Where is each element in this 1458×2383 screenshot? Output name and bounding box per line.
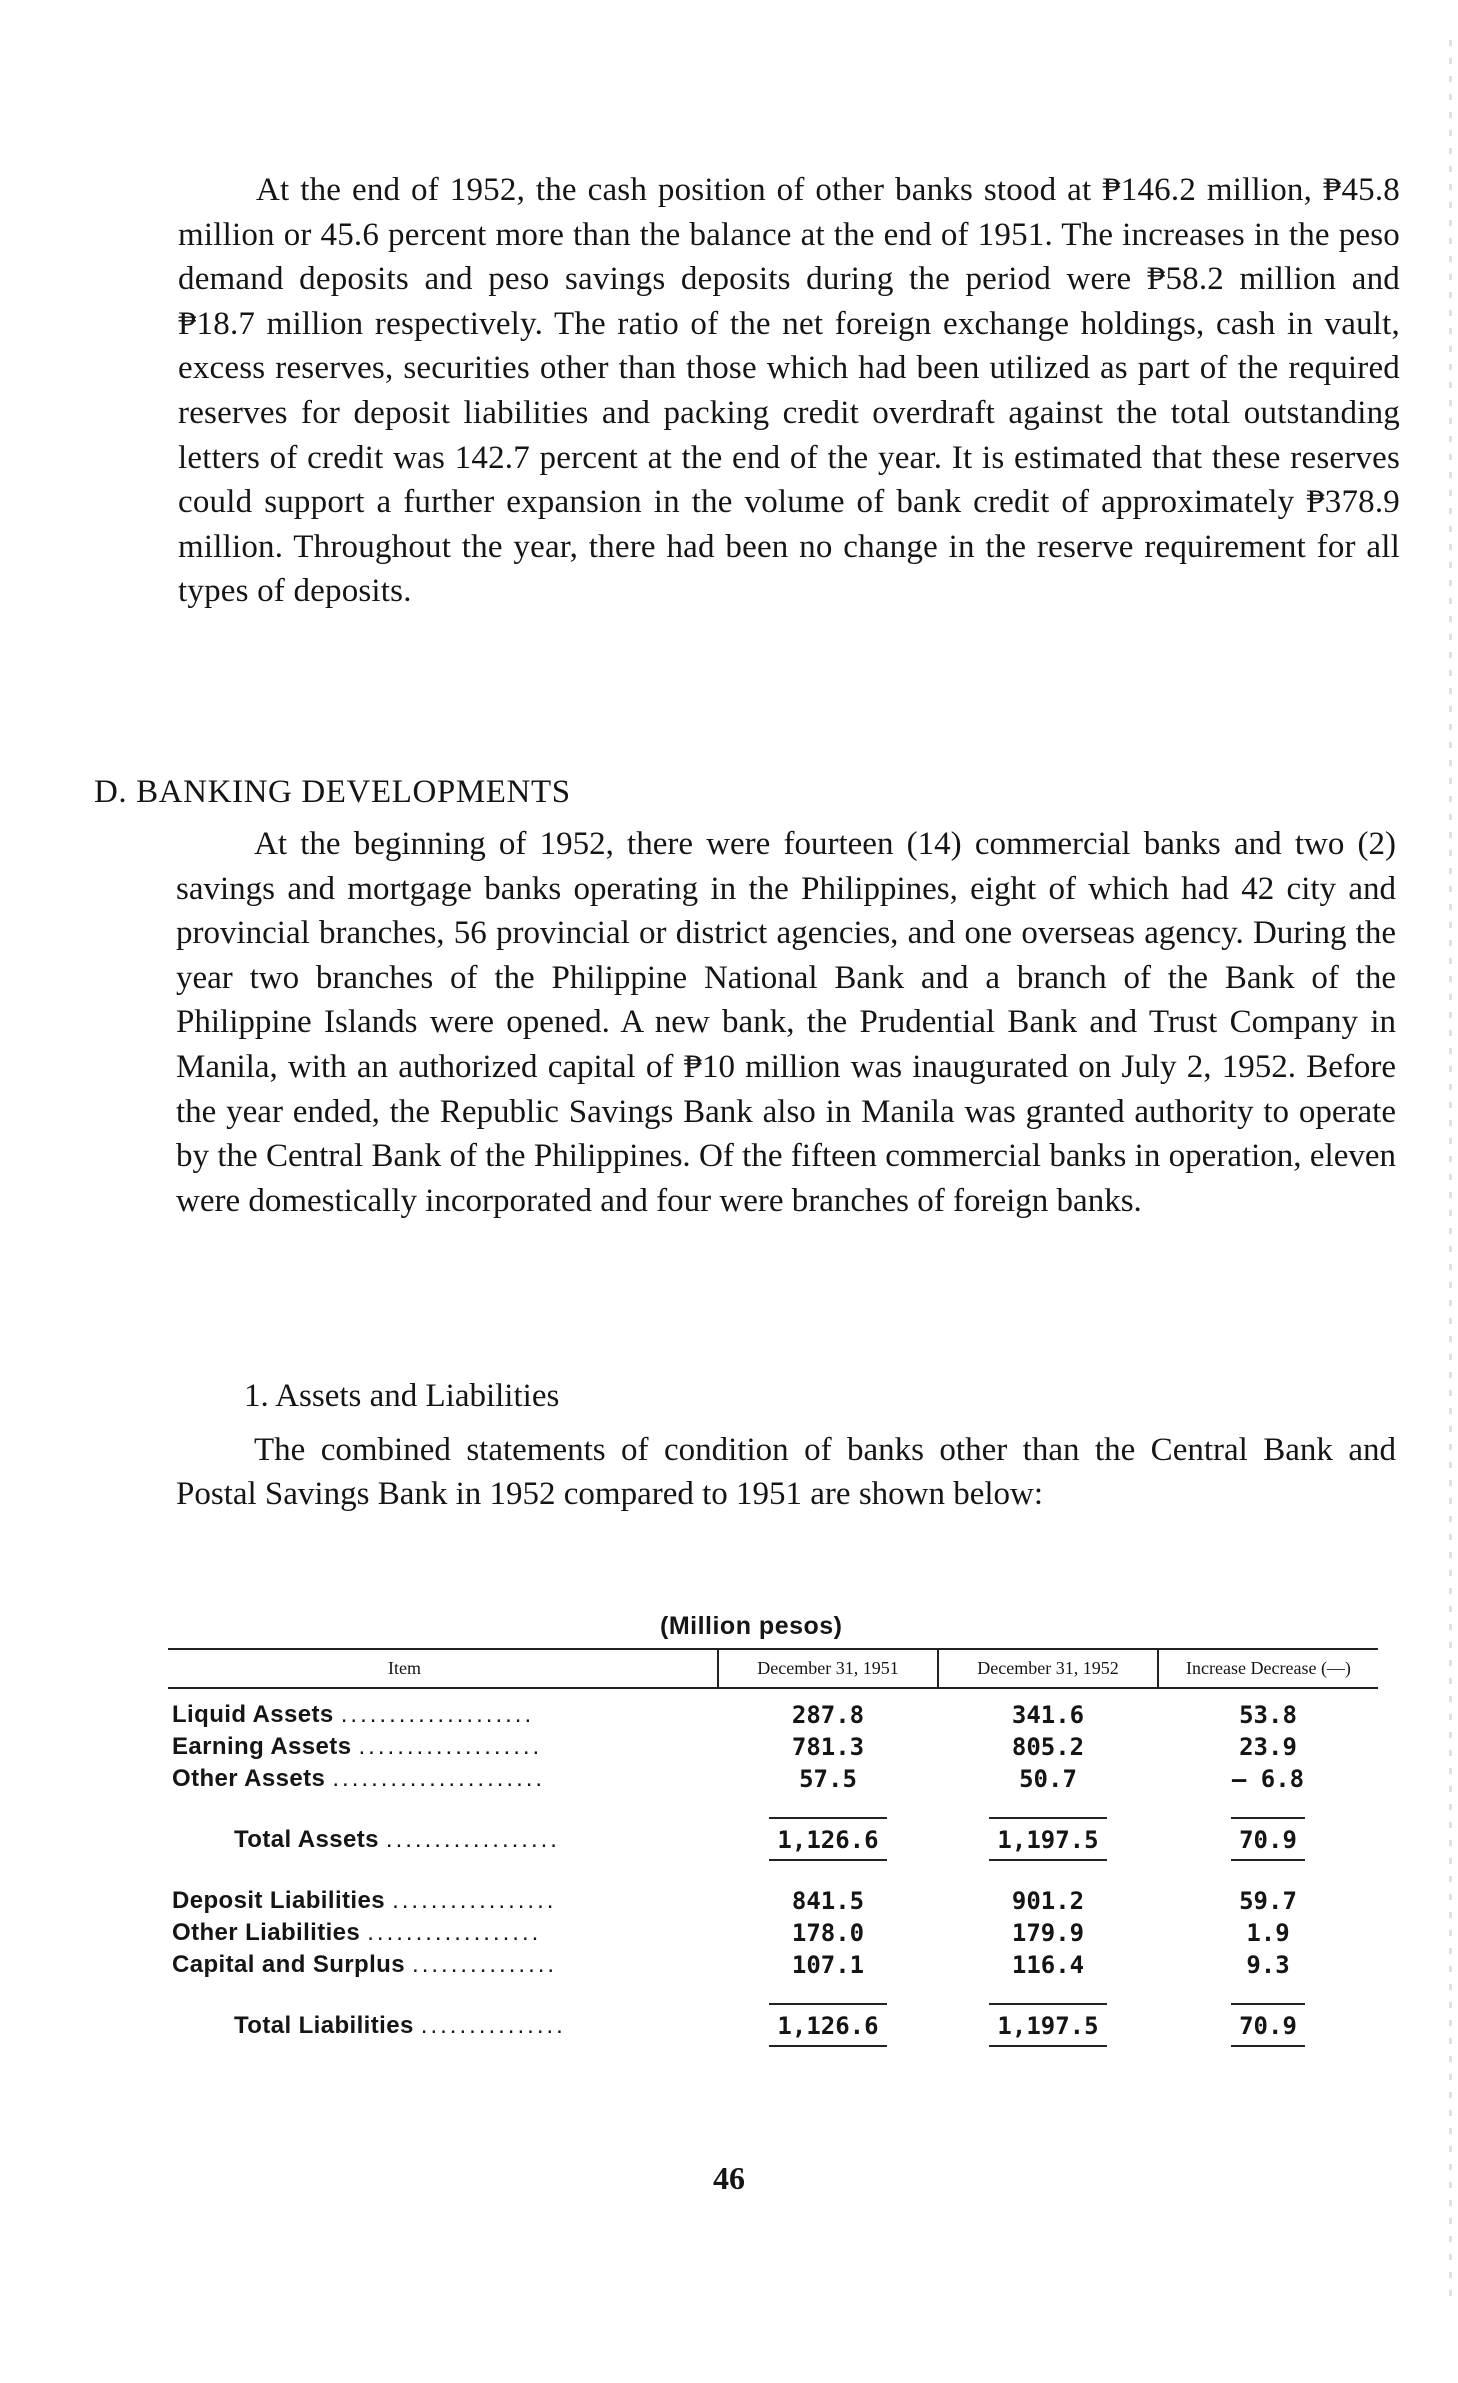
cell-1951: 1,126.6 — [769, 1817, 886, 1861]
row-label: Deposit Liabilities — [172, 1887, 385, 1914]
table-row — [168, 1688, 1378, 1731]
cell-change: 53.8 — [1239, 1701, 1297, 1729]
column-header-item: Item — [388, 1658, 421, 1678]
paragraph-banking-developments: At the beginning of 1952, there were fourteen (14) commercial banks and two (2) savings and mortgage banks operating in the Philippines, eight of which had 42 city and provincial branches, 56 provincial or district agencies, and one overseas agency. During the year two branches of the Philippine National Bank and a branch of the Bank of the Philippine Islands were opened. A new bank, the Prudential Bank and Trust Company in Manila, with an authorized capital of ₱10 million was inaugurated on July 2, 1952. Before the year ended, the Republic Savings Bank also in Manila was granted authority to operate by the Central Bank of the Philippines. Of the fifteen commercial banks in operation, eleven were domestically incorporated and four were branches of foreign banks. — [176, 826, 1396, 1219]
row-label: Other Liabilities — [172, 1919, 361, 1946]
cell-change: 70.9 — [1231, 2003, 1305, 2047]
cell-1952: 805.2 — [1011, 1733, 1085, 1761]
cell-1952: 901.2 — [1011, 1887, 1085, 1915]
column-header-dec-1952: December 31, 1952 — [938, 1649, 1158, 1688]
cell-1952: 50.7 — [1019, 1765, 1077, 1793]
column-header-dec-1951: December 31, 1951 — [718, 1649, 938, 1688]
paragraph-combined-statements: The combined statements of condition of banks other than the Central Bank and Postal Savings Bank in 1952 compared to 1951 are shown below: — [176, 1432, 1396, 1513]
dot-leader: ................... — [358, 1733, 543, 1760]
statement-of-condition-table — [168, 1648, 1378, 2049]
row-label: Total Liabilities — [234, 2012, 414, 2039]
dot-leader: ............... — [420, 2012, 566, 2039]
cell-change: — 6.8 — [1231, 1765, 1305, 1793]
table-spacer — [168, 1981, 1378, 2003]
cell-1951: 781.3 — [791, 1733, 865, 1761]
cell-1952: 1,197.5 — [989, 2003, 1106, 2047]
paragraph-cash-position: At the end of 1952, the cash position of other banks stood at ₱146.2 million, ₱45.8 million or 45.6 percent more than the balance at the end of 1951. The increases in the peso demand deposits and peso savings deposits during the period were ₱58.2 million and ₱18.7 million respectively. The ratio of the net foreign exchange holdings, cash in vault, excess reserves, securities other than those which had been utilized as part of the required reserves for deposit liabilities and packing credit overdraft against the total outstanding letters of credit was 142.7 percent at the end of the year. It is estimated that these reserves could support a further expansion in the volume of bank credit of approximately ₱378.9 million. Throughout the year, there had been no change in the reserve requirement for all types of deposits. — [178, 172, 1400, 610]
table-spacer — [168, 1795, 1378, 1817]
cell-change: 70.9 — [1231, 1817, 1305, 1861]
row-label: Total Assets — [234, 1826, 379, 1853]
cell-1951: 107.1 — [791, 1951, 865, 1979]
cell-1952: 116.4 — [1011, 1951, 1085, 1979]
column-header-change: Increase Decrease (—) — [1158, 1649, 1378, 1688]
cell-change: 59.7 — [1239, 1887, 1297, 1915]
dot-leader: ............... — [412, 1951, 558, 1978]
table-spacer — [168, 1863, 1378, 1885]
row-label: Liquid Assets — [172, 1701, 334, 1728]
cell-1951: 1,126.6 — [769, 2003, 886, 2047]
cell-1951: 178.0 — [791, 1919, 865, 1947]
dot-leader: ................. — [392, 1887, 557, 1914]
table-total-row — [168, 2003, 1378, 2049]
row-label: Capital and Surplus — [172, 1951, 405, 1978]
cell-change: 9.3 — [1246, 1951, 1290, 1979]
section-heading: D. BANKING DEVELOPMENTS — [94, 774, 571, 810]
cell-1951: 57.5 — [799, 1765, 857, 1793]
dot-leader: ...................... — [332, 1765, 546, 1792]
row-label: Other Assets — [172, 1765, 326, 1792]
dot-leader: .................. — [367, 1919, 542, 1946]
cell-change: 1.9 — [1246, 1919, 1290, 1947]
subsection-heading: 1. Assets and Liabilities — [244, 1378, 560, 1414]
page-number: 46 — [713, 2160, 745, 2196]
table-row — [168, 1731, 1378, 1763]
cell-1952: 1,197.5 — [989, 1817, 1106, 1861]
scan-edge-artifact — [1449, 40, 1452, 2300]
cell-1952: 341.6 — [1011, 1701, 1085, 1729]
cell-1951: 287.8 — [791, 1701, 865, 1729]
table-row — [168, 1763, 1378, 1795]
dot-leader: .................. — [385, 1826, 560, 1853]
cell-1952: 179.9 — [1011, 1919, 1085, 1947]
table-units-caption: (Million pesos) — [660, 1612, 843, 1640]
row-label: Earning Assets — [172, 1733, 352, 1760]
table-row — [168, 1949, 1378, 1981]
table-header-row — [168, 1649, 1378, 1688]
dot-leader: .................... — [340, 1701, 535, 1728]
cell-1951: 841.5 — [791, 1887, 865, 1915]
table-row — [168, 1885, 1378, 1917]
cell-change: 23.9 — [1239, 1733, 1297, 1761]
table-total-row — [168, 1817, 1378, 1863]
table-row — [168, 1917, 1378, 1949]
